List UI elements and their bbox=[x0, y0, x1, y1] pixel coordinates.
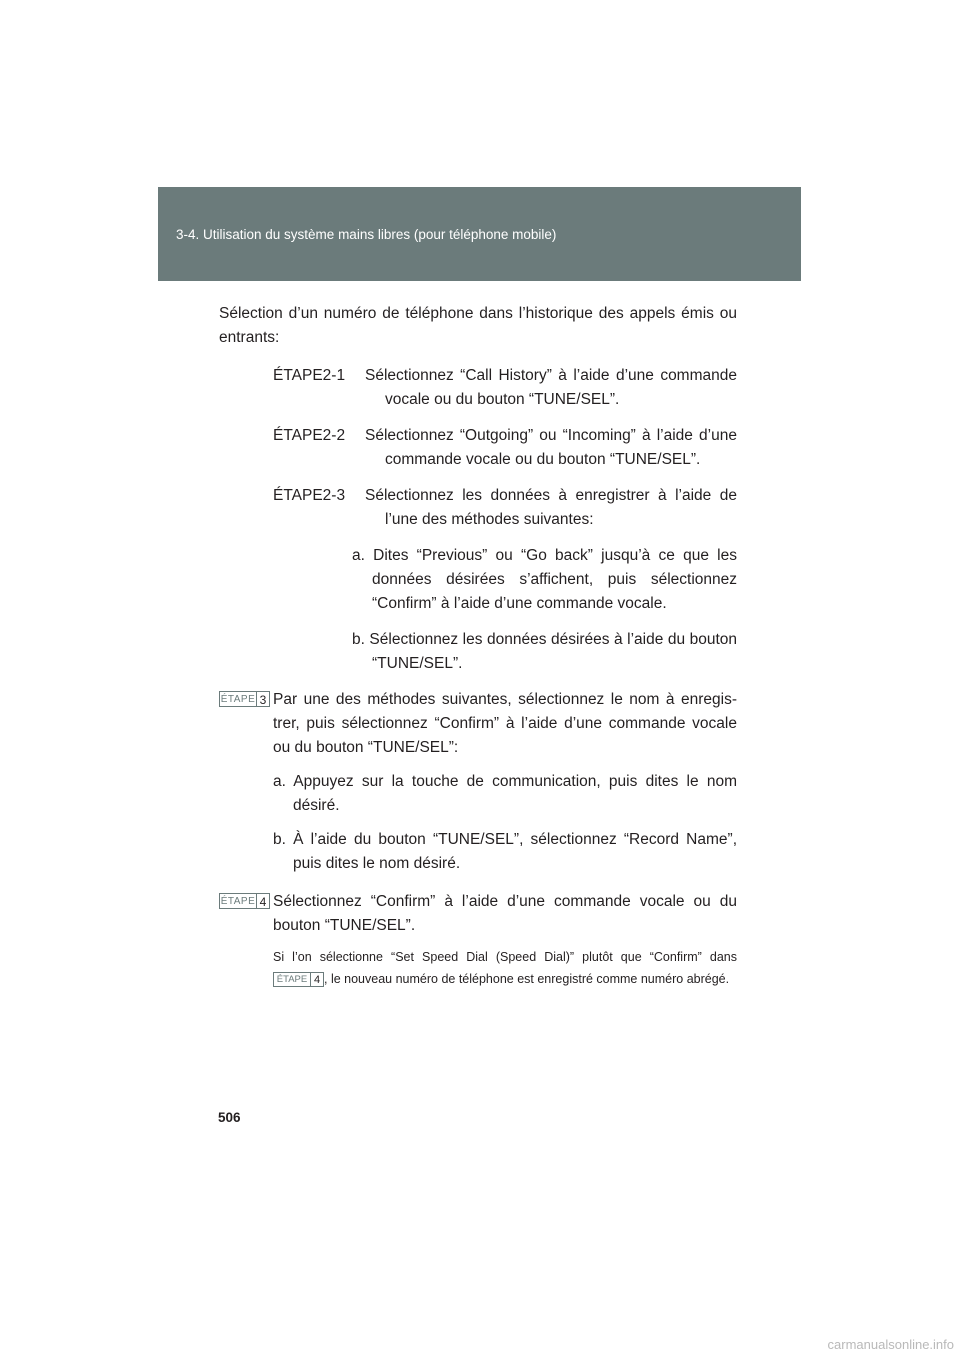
step-2-1 bbox=[273, 364, 737, 412]
badge-word: ÉTAPE bbox=[220, 896, 256, 907]
badge-word: ÉTAPE bbox=[274, 973, 311, 986]
etape-3-text: Par une des méthodes suivantes, sélectionnez le nom à enregis-trer, puis sélectionnez “Confirm” à l’aide d’une commande vocale ou du bouton “TUNE/SEL”: bbox=[273, 691, 737, 756]
step-label: ÉTAPE2-2 bbox=[273, 427, 346, 444]
step-2-3-option-b: b. Sélectionnez les données désirées à l’aide du bouton “TUNE/SEL”. bbox=[352, 631, 737, 672]
badge-number: 3 bbox=[259, 693, 267, 707]
note-text-after: , le nouveau numéro de téléphone est enregistré comme numéro abrégé. bbox=[324, 972, 730, 986]
step-2-3 bbox=[273, 484, 737, 532]
intro-text: Sélection d’un numéro de téléphone dans l’historique des appels émis ou entrants: bbox=[219, 305, 737, 346]
inline-etape-4-badge bbox=[273, 972, 324, 987]
section-header bbox=[158, 187, 801, 281]
etape-4-text: Sélectionnez “Confirm” à l’aide d’une commande vocale ou du bouton “TUNE/SEL”. bbox=[273, 893, 737, 934]
badge-number: 4 bbox=[313, 974, 321, 987]
note-text-before: Si l’on sélectionne “Set Speed Dial (Speed Dial)” plutôt que “Confirm” dans bbox=[273, 950, 737, 964]
step-2-3-option-a: a. Dites “Previous” ou “Go back” jusqu’à ce que les données désirées s’affichent, puis sélectionnez “Confirm” à l’aide d’une commande vocale. bbox=[352, 547, 737, 612]
step-text: Sélectionnez les données à enregistrer à l’aide de l’une des méthodes suivantes: bbox=[365, 487, 737, 528]
etape-4-block bbox=[219, 890, 737, 938]
page-content bbox=[219, 302, 737, 990]
step-2-2 bbox=[273, 424, 737, 472]
etape-3-option-b: b. À l’aide du bouton “TUNE/SEL”, sélectionnez “Record Name”, puis dites le nom désiré. bbox=[273, 831, 737, 872]
step-label: ÉTAPE2-1 bbox=[273, 367, 346, 384]
etape-4-badge bbox=[219, 893, 270, 909]
watermark: carmanualsonline.info bbox=[827, 1337, 954, 1352]
badge-number: 4 bbox=[259, 895, 267, 909]
etape-3-block bbox=[219, 688, 737, 760]
step-label: ÉTAPE2-3 bbox=[273, 487, 346, 504]
etape-4-note bbox=[273, 946, 737, 990]
etape-3-badge bbox=[219, 691, 270, 707]
page-number: 506 bbox=[218, 1110, 241, 1125]
etape-3-option-a: a. Appuyez sur la touche de communication, puis dites le nom désiré. bbox=[273, 773, 737, 814]
step-text: Sélectionnez “Call History” à l’aide d’une commande vocale ou du bouton “TUNE/SEL”. bbox=[365, 367, 737, 408]
section-title: 3-4. Utilisation du système mains libres (pour téléphone mobile) bbox=[176, 227, 557, 242]
badge-word: ÉTAPE bbox=[220, 694, 256, 705]
step-text: Sélectionnez “Outgoing” ou “Incoming” à l’aide d’une commande vocale ou du bouton “TUNE/SEL”. bbox=[365, 427, 737, 468]
